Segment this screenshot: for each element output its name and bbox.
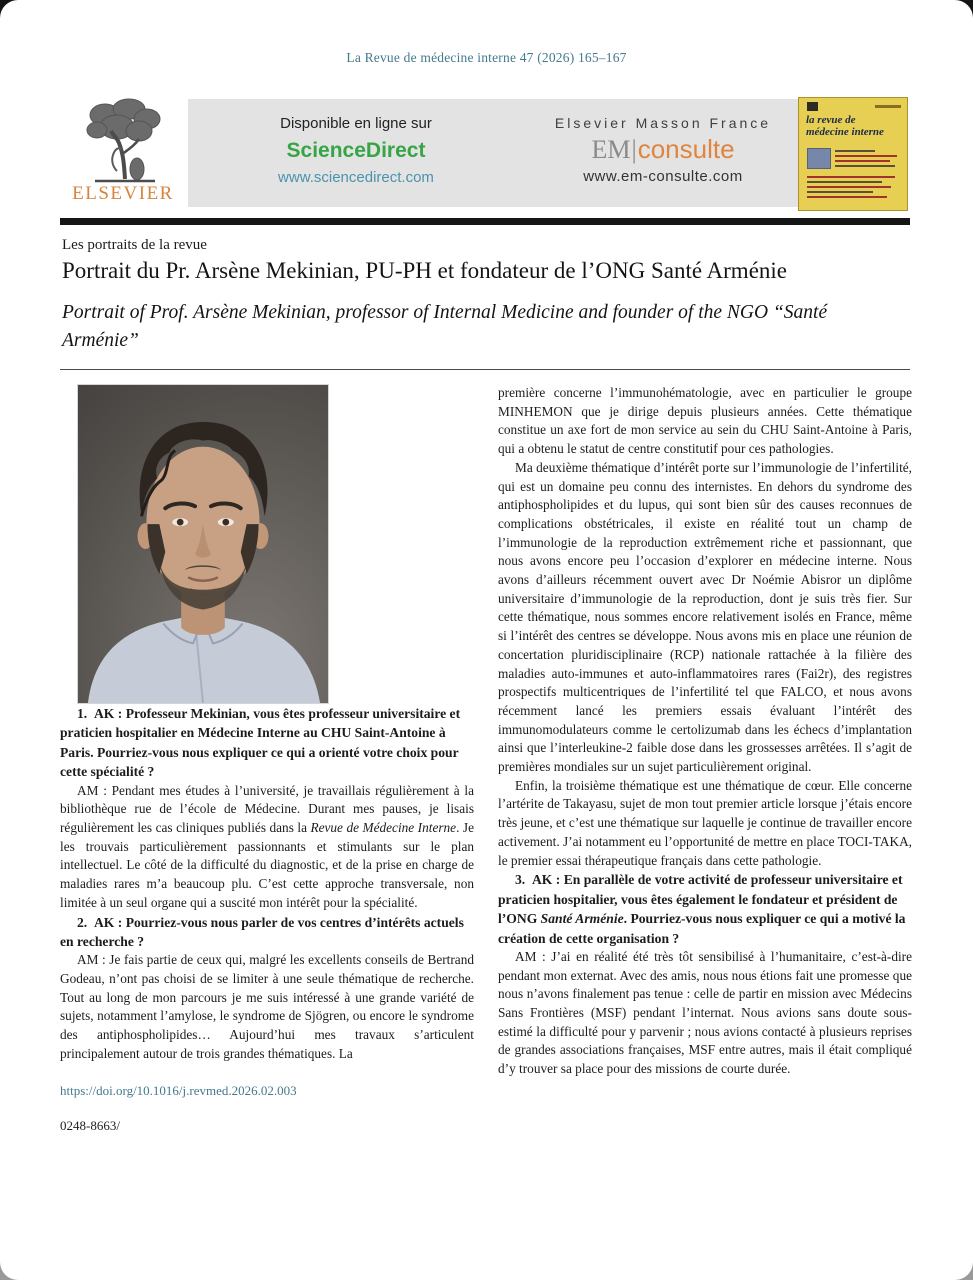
emconsulte-url-link[interactable]: www.em-consulte.com: [583, 168, 743, 185]
cover-mini-logo-icon: [807, 102, 818, 111]
interview-paragraph-1: première concerne l’immunohématologie, avec en particulier le groupe MINHEMON que je dirige depuis plusieurs années. Cette thématique constitue un axe fort de mon service au sein du CHU Saint-Antoine à Paris, qui a obtenu le statut de centre constitutif pour ces pathologies.: [498, 385, 912, 457]
interview-paragraph-3: Enfin, la troisième thématique est une thématique de cœur. Elle concerne l’artérite de Takayasu, sujet de mon tout premier article lorsque j’étais encore très jeune, et c’est une thématique sur laquelle je continue de travailler encore activement. J’ai notamment eu l’opportunité de mettre en place TOCI-TAKA, le premier essai thérapeutique français dans cette pathologie.: [498, 777, 912, 868]
answer-2-paragraph: AM : Je fais partie de ceux qui, malgré les excellents conseils de Bertrand Godeau, n’ont pas choisi de se limiter à une seule thématique de recherche. Tout au long de mon parcours je me suis intéressé à une grande variété de sujets, notamment l’amylose, le syndrome de Sjögren, ou encore le syndrome des antiphospholipides… Aujourd’hui mes travaux s’articulent principalement autour de trois grandes thématiques. La: [60, 952, 474, 1061]
answer-3-paragraph: AM : J’ai en réalité été très tôt sensibilisé à l’humanitaire, c’est-à-dire pendant mon externat. Avec des amis, nous nous étions fait une promesse que nous n’avons finalement pas tenue : celle de partir en mission avec Médecins Sans Frontières (MSF) pendant l’internat. Nous avions sans doute sous-estimé la difficulté pour y parvenir ; nous avions contacté à plusieurs reprises de grandes associations françaises, MSF entre autres, mais il était compliqué d’y trouver sa place pour des missions de courte durée.: [498, 948, 912, 1077]
emconsulte-label: Elsevier Masson France: [554, 115, 772, 131]
elsevier-wordmark: ELSEVIER: [72, 183, 174, 204]
emconsulte-brand-pipe: |: [631, 135, 637, 164]
article-subtitle-english: Portrait of Prof. Arsène Mekinian, professor of Internal Medicine and founder of the NGO “Santé Arménie”: [62, 302, 828, 351]
sciencedirect-brand[interactable]: ScienceDirect: [286, 139, 426, 162]
elsevier-tree-icon: [75, 97, 171, 185]
doi-link[interactable]: https://doi.org/10.1016/j.revmed.2026.02.003: [60, 1082, 297, 1098]
question-3-heading: 3. AK : En parallèle de votre activité de professeur universitaire et praticien hospitalier, vous êtes également le fondateur et président de l’ONG Santé Arménie. Pourriez-vous nous expliquer ce qui a motivé la création de cette organisation ?: [498, 872, 906, 946]
page-header: [60, 97, 910, 211]
journal-cover-thumbnail[interactable]: [798, 97, 908, 211]
left-column: [60, 384, 474, 1136]
emconsulte-brand-em: EM: [591, 135, 631, 164]
emconsulte-brand[interactable]: [518, 135, 808, 164]
series-label: Les portraits de la revue: [62, 237, 207, 253]
journal-citation: La Revue de médecine interne 47 (2026) 165–167: [346, 50, 627, 65]
question-1-heading: 1. AK : Professeur Mekinian, vous êtes professeur universitaire et praticien hospitalier en Médecine Interne au CHU Saint-Antoine à Paris. Pourriez-vous nous expliquer ce qui a orienté votre choix pour cette spécialité ?: [60, 706, 461, 780]
answer-1-paragraph: AM : Pendant mes études à l’université, je travaillais régulièrement à la bibliothèque rue de l’école de Médecine. Durant mes pauses, je lisais régulièrement les cas cliniques publiés dans la Revue de Médecine Interne. Je les trouvais particulièrement passionnants et stimulants sur le plan intellectuel. Le côté de la difficulté du diagnostic, et de la prise en charge de maladies rares m’a beaucoup plu. C’est cette approche transversale, non limitée à un seul organe qui a suscité mon intérêt pour la spécialité.: [60, 782, 474, 910]
article-body: [60, 384, 912, 1136]
right-column: [498, 384, 912, 1136]
question-2-heading: 2. AK : Pourriez-vous nous parler de vos centres d’intérêts actuels en recherche ?: [60, 914, 464, 949]
article-title: Portrait du Pr. Arsène Mekinian, PU-PH et fondateur de l’ONG Santé Arménie: [62, 258, 788, 283]
sciencedirect-url-link[interactable]: www.sciencedirect.com: [278, 169, 434, 186]
interview-paragraph-2: Ma deuxième thématique d’intérêt porte sur l’immunologie de l’infertilité, qui est un domaine peu connu des internistes. En dehors du syndrome des antiphospholipides et du lupus, qui sont bien sûr des causes reconnues de complications obstétricales, il existe en réalité tout un champ de l’immunologie de la reproduction extrêmement riche et passionnant, que nous avons encore peu l’occasion d’explorer en médecine interne. Nous avons d’ailleurs récemment ouvert avec Dr Noémie Abisror un diplôme universitaire d’immunologie de la reproduction, dont je suis très fier. Sur cette thématique, nous sommes encore relativement isolés en France, même si l’intérêt des centres se développe. Nous avons mis en place une réunion de concertation pluridisciplinaire (RCP) nationale rattachée à la filière des maladies auto-immunes et auto-inflammatoires rares (Fai2r), des registres prospectifs multicentriques de l’infertilité tel que FALCO, et nous avons récemment lancé les premiers essais évaluant l’intérêt des immunomodulateurs comme le certolizumab dans les échecs d’implantation ainsi que l’interleukine-2 faible dose dans les grossesses arrêtées. Il s’agit de premières mondiales sur un sujet particulièrement original.: [498, 459, 912, 775]
portrait-photo: [77, 384, 329, 704]
sciencedirect-label: Disponible en ligne sur: [280, 115, 432, 132]
emconsulte-brand-consulte: consulte: [637, 134, 735, 164]
issn-label: 0248-8663/: [60, 1118, 120, 1134]
cover-issue-bar: [875, 105, 901, 108]
cover-image-thumb: [807, 148, 831, 169]
availability-banner: [188, 99, 852, 207]
header-divider-rule: [60, 218, 910, 225]
elsevier-logo: [62, 97, 184, 211]
portrait-photo-illustration: [78, 385, 328, 703]
sciencedirect-block: [216, 115, 496, 186]
emconsulte-block: [518, 115, 808, 185]
title-divider-rule: [60, 369, 910, 370]
cover-title: la revue de médecine interne: [806, 114, 884, 138]
